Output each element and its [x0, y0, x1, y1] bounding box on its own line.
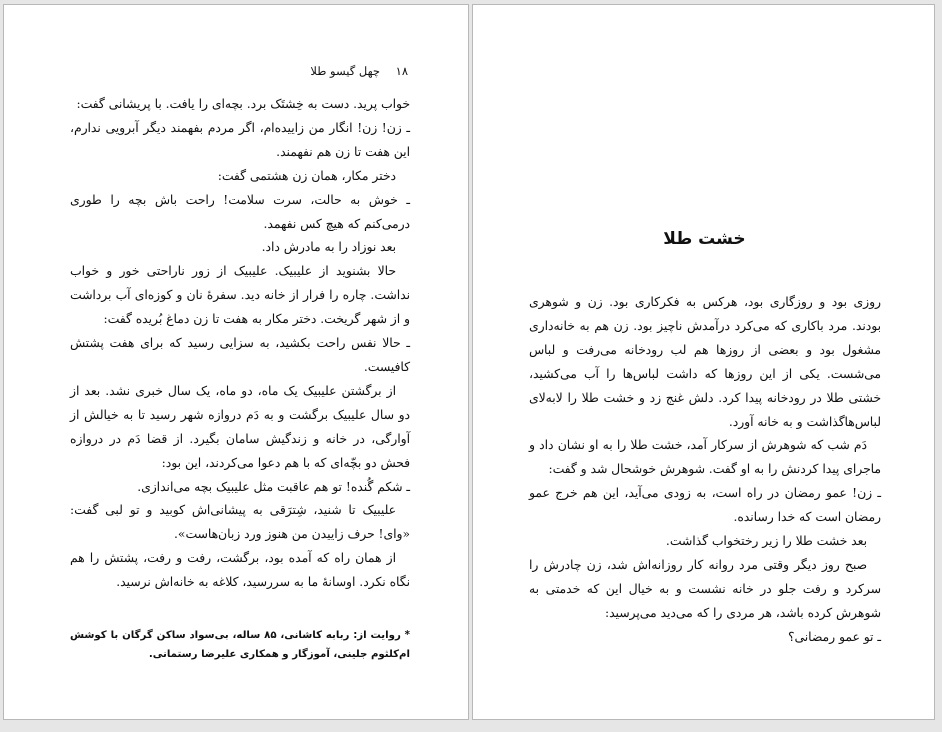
left-page [3, 4, 469, 720]
paragraph: ـ تو عمو رمضانی؟ [787, 629, 881, 644]
paragraph: ـ خوش به حالت، سرت سلامت! راحت باش بچه را طوری درمی‌کنم که هیچ کس نفهمد. [70, 192, 410, 231]
right-page [472, 4, 935, 720]
paragraph: ـ زن! زن! انگار من زاییده‌ام، اگر مردم بفهمند دیگر آبرویی ندارم، این هفت تا زن هم نفهمند. [70, 120, 410, 159]
paragraph: دَم شب که شوهرش از سرکار آمد، خشت طلا را به او نشان داد و ماجرای پیدا کردنش را به او گفت. شوهرش خوشحال شد و گفت: [529, 438, 881, 477]
paragraph: حالا بشنوید از علیبیک. علیبیک از زور ناراحتی خور و خواب نداشت. چاره را فرار از خانه دید. سفرهٔ نان و کوزه‌ای آب برداشت و از شهر گریخت. دختر مکار به هفت تا زن دماغ بُریده گفت: [70, 264, 410, 327]
paragraph: ـ شکم‌ گُنده! تو هم عاقبت مثل علیبیک بچه می‌اندازی. [137, 479, 410, 494]
paragraph: دختر مکار، همان زن هشتمی گفت: [217, 168, 396, 183]
right-page-body [529, 291, 881, 650]
footnote: * روایت از: ربابه کاشانی، ۸۵ ساله، بی‌سواد ساکن گرگان با کوشش ام‌کلثوم جلینی، آموزگار و همکاری علیرضا رستمانی. [70, 630, 411, 660]
left-page-body [70, 93, 410, 595]
paragraph: از همان راه که آمده بود، برگشت، رفت و رفت، پشتش را هم نگاه نکرد. اوسانهٔ ما به سررسید، کلاغه به خانه‌اش نرسید. [70, 551, 410, 590]
paragraph: علیبیک تا شنید، شِترَقی به پیشانی‌اش کوبید و تو لبی گفت: «وای! حرف زاییدن من هنوز ورد زبان‌هاست». [70, 503, 410, 542]
paragraph: بعد نوزاد را به مادرش داد. [261, 240, 396, 255]
running-header [64, 63, 408, 79]
paragraph: خواب پرید. دست به خِشتَک برد. بچه‌ای را یافت. با پریشانی گفت: [76, 97, 410, 111]
paragraph: صبح روز دیگر وقتی مرد روانه کار روزانه‌اش شد، زن چادرش را سرکرد و رفت جلو در خانه نشست و به خیال این که خدمتی به شوهرش کرده باشد، هر مردی را که می‌دید می‌پرسید: [529, 557, 881, 620]
paragraph: ـ حالا نفس راحت بکشید، به سزایی رسید که برای هفت پشتش کافیست. [70, 336, 410, 374]
paragraph: از برگشتن علیبیک یک ماه، دو ماه، یک سال خبری نشد. بعد از دو سال علیبیک برگشت و به دَم دروازه شهر رسید تا به خیالش از آوارگی، در خانه و زندگیش سامان بگیرد. از قضا دَم در دروازه فحش دو بچّه‌ای که با هم دعوا می‌کردند، این بود: [70, 383, 410, 470]
paragraph: ـ زن! عمو رمضان در راه است، به زودی می‌آید، این هم خرج عمو رمضان است که خدا رسانده. [529, 486, 881, 525]
paragraph: روزی بود و روزگاری بود، هرکس به فکرکاری بود. زن و شوهری بودند. مرد باکاری که می‌کرد درآمدش ناچیز بود. زن هم به خانه‌داری مشغول بود و بعضی از روزها هم لب رودخانه می‌رفت و لباس می‌شست. یکی از این روزها که داشت لباس‌ها را آب می‌کشید، خشتی طلا در رودخانه پیدا کرد. دلش غنج زد و خشت طلا را لابه‌لای لباس‌هاگذاشت و به خانه آورد. [529, 295, 881, 429]
page-number: ۱۸ [395, 64, 408, 78]
running-title: چهل گیسو طلا [310, 64, 380, 78]
story-title: خشت طلا [663, 229, 746, 249]
paragraph: بعد خشت طلا را زیر رختخواب گذاشت. [665, 534, 867, 549]
